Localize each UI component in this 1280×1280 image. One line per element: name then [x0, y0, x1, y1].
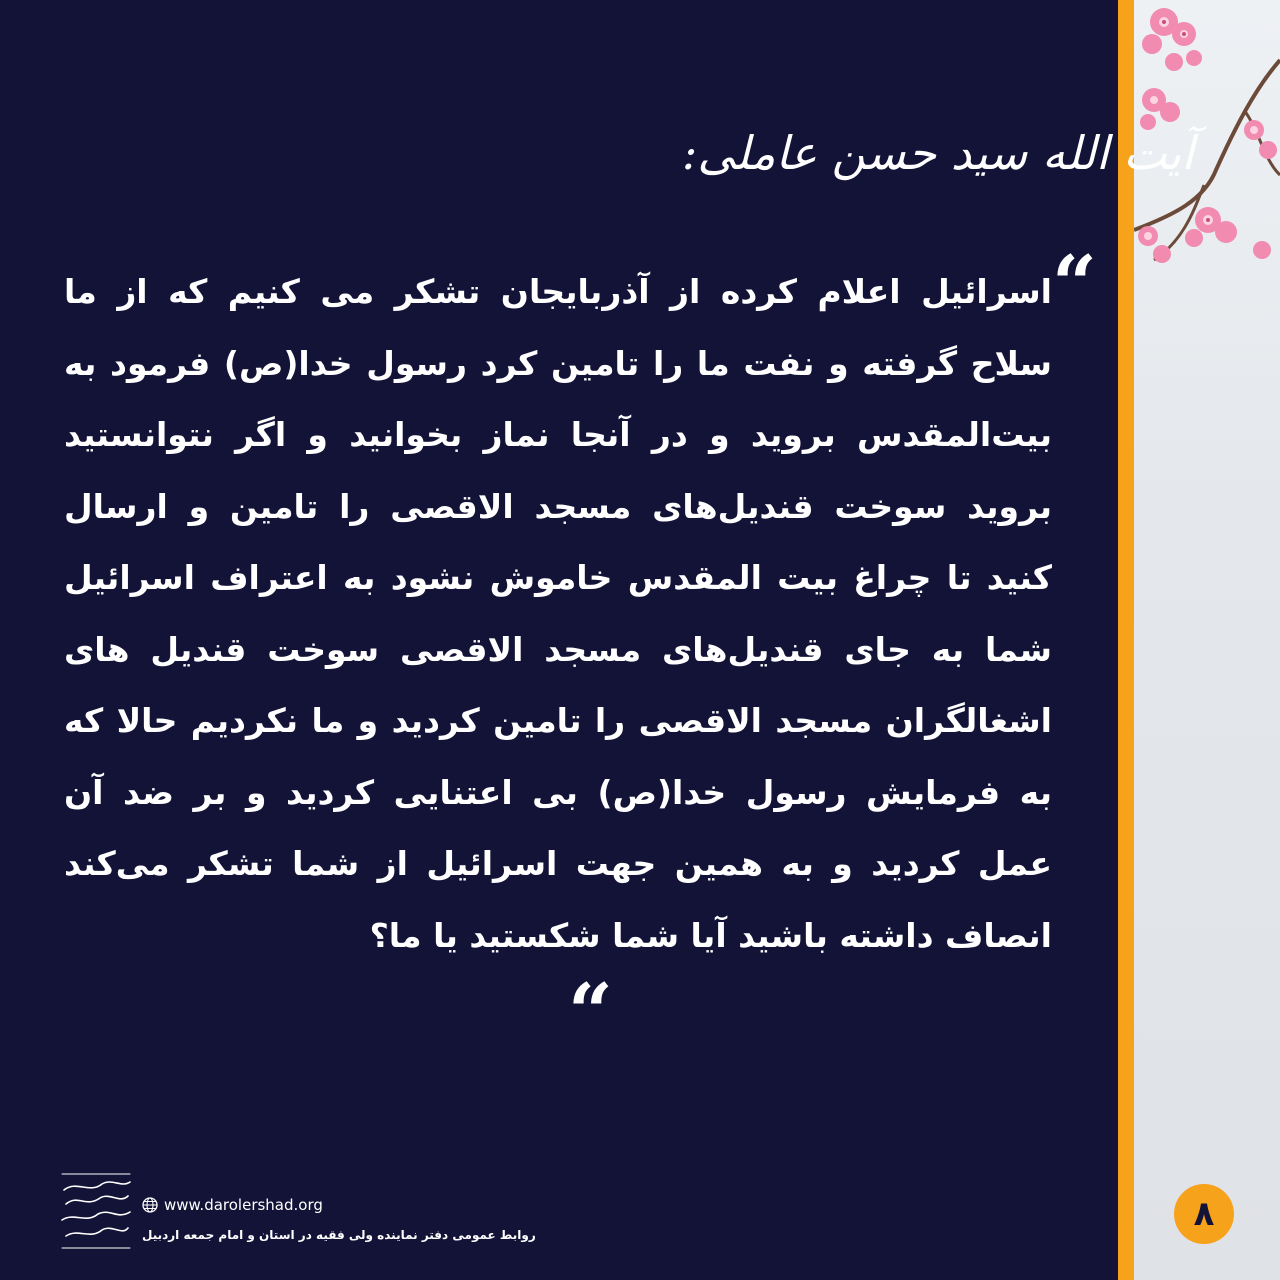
open-quote-icon: “ [1052, 239, 1097, 330]
footer-website[interactable] [142, 1196, 323, 1214]
footer-website-text: www.darolershad.org [164, 1196, 323, 1214]
close-quote-icon: “ [568, 967, 613, 1058]
globe-icon [142, 1197, 158, 1213]
footer-organization: روابط عمومی دفتر نماینده ولی فقیه در استان و امام جمعه اردبیل [142, 1228, 536, 1242]
page-number: ۸ [1193, 1194, 1215, 1234]
author-signature [681, 112, 1194, 204]
calligraphy-logo [56, 1164, 136, 1254]
author-signature-text: آیت الله سید حسن عاملی: [681, 126, 1194, 180]
quote-text: اسرائیل اعلام کرده از آذربایجان تشکر می کنیم که از ما سلاح گرفته و نفت ما را تامین کرد رسول خدا(ص) فرمود به بیت‌المقدس بروید و در آنجا نماز بخوانید و اگر نتوانستید بروید سوخت قندیل‌های مسجد الاقصی را تامین و ارسال کنید تا چراغ بیت المقدس خاموش نشود به اعتراف اسرائیل شما به جای قندیل‌های مسجد الاقصی سوخت قندیل های اشغالگران مسجد الاقصی را تامین کردید و ما نکردیم حالا که به فرمایش رسول خدا(ص) بی اعتنایی کردید و بر ضد آن عمل کردید و به همین جهت اسرائیل از شما تشکر می‌کند انصاف داشته باشید آیا شما شکستید یا ما؟ [64, 272, 1052, 955]
page-number-badge [1174, 1184, 1234, 1244]
